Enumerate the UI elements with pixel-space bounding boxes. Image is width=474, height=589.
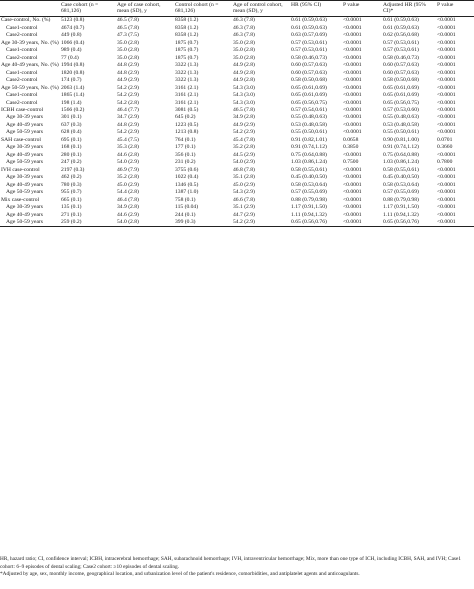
table-cell: 0.60 (0.57,0.63) — [291, 62, 327, 69]
header-cell: Case cohort (n = 681,126) — [61, 2, 99, 15]
table-cell: 0.0701 — [437, 136, 453, 143]
table-row — [0, 39, 474, 46]
table-cell: 0.91 (0.74,1.12) — [383, 144, 419, 151]
table-cell: 35.0 (2.8) — [117, 39, 139, 46]
table-cell: 0.58 (0.55,0.61) — [291, 166, 327, 173]
table-cell: <0.0001 — [437, 77, 456, 84]
table-cell: 0.58 (0.46,0.73) — [291, 54, 327, 61]
table-cell: 0.58 (0.55,0.61) — [383, 166, 419, 173]
table-cell: 35.0 (2.8) — [117, 54, 139, 61]
table-row — [0, 196, 474, 203]
table-cell: 0.61 (0.59,0.63) — [383, 24, 419, 31]
table-cell: <0.0001 — [343, 47, 362, 54]
table-cell: 259 (0.2) — [61, 219, 82, 226]
table-cell: 35.0 (2.8) — [117, 47, 139, 54]
table-cell: 0.57 (0.55,0.69) — [383, 189, 419, 196]
table-cell: 46.9 (7.9) — [117, 166, 139, 173]
row-label: Age 50-59 years, No. (%) — [1, 84, 59, 91]
table-cell: 955 (0.7) — [61, 189, 82, 196]
table-cell: 5123 (0.8) — [61, 17, 85, 24]
table-row — [0, 121, 474, 128]
table-cell: 0.88 (0.79,0.98) — [291, 196, 327, 203]
table-cell: 54.2 (2.9) — [117, 129, 139, 136]
table-cell: 45.0 (2.9) — [117, 181, 139, 188]
row-label: Case2-control — [6, 99, 38, 106]
table-cell: <0.0001 — [437, 174, 456, 181]
table-cell: 35.0 (2.8) — [233, 54, 255, 61]
table-row — [0, 76, 474, 83]
header-cell: Age of control cohort, mean (SD), y — [233, 2, 283, 15]
table-cell: 54.3 (3.0) — [233, 84, 255, 91]
table-cell: 449 (0.8) — [61, 32, 82, 39]
table-row — [0, 114, 474, 121]
table-cell: 3081 (0.5) — [175, 107, 199, 113]
table-cell: 54.2 (2.9) — [117, 84, 139, 91]
table-cell: 0.57 (0.53,0.61) — [291, 47, 327, 54]
table-cell: 0.60 (0.57,0.63) — [383, 62, 419, 69]
table-cell: <0.0001 — [343, 196, 362, 203]
table-cell: 8358 (1.2) — [175, 32, 199, 39]
table-cell: 1213 (0.8) — [175, 129, 199, 136]
table-cell: 3755 (0.6) — [175, 166, 199, 173]
table-cell: 46.4 (7.7) — [117, 107, 139, 113]
table-cell: 0.58 (0.50,0.68) — [383, 77, 419, 84]
table-cell: 46.6 (7.8) — [233, 196, 255, 203]
table-row — [0, 189, 474, 196]
table-cell: 0.58 (0.53,0.64) — [383, 181, 419, 188]
table-row — [0, 129, 474, 136]
table-header-row — [0, 1, 474, 17]
row-label: Case1-control — [6, 92, 38, 99]
table-cell: <0.0001 — [343, 62, 362, 69]
table-cell: 0.88 (0.79,0.98) — [383, 196, 419, 203]
row-label: SAH case-control — [1, 136, 41, 143]
row-label: Age 50-59 years — [6, 219, 43, 226]
row-label: Case1-control — [6, 69, 38, 76]
table-cell: 54.0 (2.9) — [233, 159, 255, 166]
table-cell: <0.0001 — [343, 92, 362, 99]
table-cell: 0.57 (0.55,0.69) — [291, 189, 327, 196]
table-cell: 45.4 (7.8) — [233, 136, 255, 143]
table-cell: <0.0001 — [437, 151, 456, 158]
table-cell: 1820 (0.8) — [61, 69, 85, 76]
table-cell: <0.0001 — [343, 32, 362, 39]
table-cell: <0.0001 — [437, 114, 456, 121]
table-cell: 0.91 (0.74,1.12) — [291, 144, 327, 151]
table-cell: 1875 (0.7) — [175, 47, 199, 54]
row-label: Age 40-49 years — [6, 211, 43, 218]
table-row — [0, 204, 474, 211]
table-row — [0, 54, 474, 61]
table-cell: <0.0001 — [437, 92, 456, 99]
table-cell: 0.75 (0.64,0.88) — [291, 151, 327, 158]
table-cell: <0.0001 — [437, 54, 456, 61]
table-cell: <0.0001 — [343, 39, 362, 46]
table-cell: <0.0001 — [343, 114, 362, 121]
table-cell: 3161 (2.1) — [175, 99, 199, 106]
table-cell: <0.0001 — [437, 211, 456, 218]
table-cell: 35.1 (2.8) — [233, 174, 255, 181]
table-cell: 758 (0.1) — [175, 196, 196, 203]
table-cell: 0.3850 — [343, 144, 359, 151]
table-cell: 1.17 (0.91,1.50) — [383, 204, 419, 211]
table-cell: 35.1 (2.9) — [233, 204, 255, 211]
table-cell: <0.0001 — [437, 107, 456, 113]
table-cell: 77 (0.4) — [61, 54, 79, 61]
header-cell — [0, 1, 60, 17]
table-cell: <0.0001 — [437, 99, 456, 106]
table-cell: 35.2 (2.8) — [233, 144, 255, 151]
row-label: Age 30-39 years — [6, 144, 43, 151]
table-cell: 301 (0.1) — [61, 114, 82, 121]
table-cell: 3161 (2.1) — [175, 92, 199, 99]
table-cell: <0.0001 — [343, 174, 362, 181]
table-cell: 1.11 (0.94,1.32) — [383, 211, 419, 218]
table-cell: 1066 (0.4) — [61, 39, 85, 46]
table-cell: 44.9 (2.9) — [233, 121, 255, 128]
table-cell: <0.0001 — [437, 189, 456, 196]
footnote-abbreviations: HR, hazard ratio; CI, confidence interval; ICBH, intracerebral hemorrhage; SAH, subarachnoid hemorrhage; IVH, intraventricular hemorrhage; Mix, more than one type of ICH, including ICBH, SAH, and IVH; Case1 cohort: 6–9 episodes of dental scaling; Case2 cohort: ≥10 episodes of dental scaling. — [0, 556, 461, 570]
table-cell: 0.65 (0.61,0.69) — [291, 92, 327, 99]
table-cell: <0.0001 — [343, 129, 362, 136]
table-cell: 0.60 (0.57,0.63) — [291, 69, 327, 76]
table-row — [0, 84, 474, 91]
table-cell: 231 (0.2) — [175, 159, 196, 166]
row-label: Case2-control — [6, 54, 38, 61]
table-cell: 1.17 (0.91,1.50) — [291, 204, 327, 211]
table-cell: 628 (0.4) — [61, 129, 82, 136]
table-cell: 0.62 (0.56,0.68) — [383, 32, 419, 39]
table-row — [0, 69, 474, 76]
row-label: Age 50-59 years — [6, 159, 43, 166]
table-cell: 0.57 (0.53,0.60) — [383, 107, 419, 113]
table-cell: 0.3660 — [437, 144, 453, 151]
table-cell: 34.9 (2.8) — [233, 114, 255, 121]
table-cell: 45.4 (7.5) — [117, 136, 139, 143]
table-cell: 46.3 (7.8) — [233, 17, 255, 24]
table-cell: 0.61 (0.59,0.63) — [291, 24, 327, 31]
table-cell: 46.4 (7.8) — [117, 196, 139, 203]
table-cell: 0.57 (0.53,0.61) — [383, 47, 419, 54]
table-cell: 46.5 (7.8) — [233, 107, 255, 113]
results-table-container — [0, 0, 474, 227]
table-cell: <0.0001 — [437, 166, 456, 173]
table-cell: 1875 (0.7) — [175, 39, 199, 46]
table-cell: 8358 (1.2) — [175, 17, 199, 24]
table-row — [0, 166, 474, 173]
table-cell: 0.65 (0.56,0.75) — [383, 99, 419, 106]
table-cell: 46.8 (7.8) — [233, 166, 255, 173]
table-cell: 0.55 (0.48,0.63) — [383, 114, 419, 121]
table-cell: <0.0001 — [437, 39, 456, 46]
table-cell: <0.0001 — [437, 121, 456, 128]
table-cell: 54.0 (2.8) — [117, 219, 139, 226]
table-cell: 135 (0.1) — [61, 204, 82, 211]
table-cell: 35.3 (2.8) — [117, 144, 139, 151]
table-cell: <0.0001 — [343, 204, 362, 211]
table-cell: 54.2 (2.8) — [117, 99, 139, 106]
table-row — [0, 151, 474, 158]
row-label: Age 40-49 years — [6, 121, 43, 128]
table-cell: 115 (0.04) — [175, 204, 199, 211]
table-row — [0, 219, 474, 227]
row-label: Case1-control — [6, 24, 38, 31]
table-cell: <0.0001 — [437, 69, 456, 76]
table-cell: 177 (0.1) — [175, 144, 196, 151]
table-cell: 280 (0.1) — [61, 151, 82, 158]
table-row — [0, 144, 474, 151]
table-cell: 34.7 (2.9) — [117, 114, 139, 121]
table-cell: 34.9 (2.8) — [117, 204, 139, 211]
table-cell: 0.61 (0.59,0.63) — [383, 17, 419, 24]
table-cell: 1994 (0.8) — [61, 62, 85, 69]
table-cell: 44.7 (2.9) — [233, 211, 255, 218]
table-cell: 0.0658 — [343, 136, 359, 143]
table-cell: 46.3 (7.8) — [233, 32, 255, 39]
table-row — [0, 32, 474, 39]
table-cell: 0.63 (0.57,0.69) — [291, 32, 327, 39]
table-cell: 54.4 (2.8) — [117, 189, 139, 196]
table-cell: 0.53 (0.48,0.58) — [383, 121, 419, 128]
row-label: Mix case-control — [1, 196, 40, 203]
table-cell: 665 (0.1) — [61, 196, 82, 203]
table-row — [0, 99, 474, 106]
table-cell: 44.8 (2.9) — [117, 62, 139, 69]
table-cell: 1.03 (0.86,1.24) — [383, 159, 419, 166]
table-cell: <0.0001 — [343, 151, 362, 158]
table-row — [0, 91, 474, 98]
table-footnotes — [0, 556, 472, 579]
table-cell: 0.65 (0.56,0.76) — [383, 219, 419, 226]
table-cell: <0.0001 — [437, 181, 456, 188]
table-cell: 1.11 (0.94,1.32) — [291, 211, 327, 218]
row-label: Age 50-59 years — [6, 189, 43, 196]
table-cell: 174 (0.7) — [61, 77, 82, 84]
table-cell: <0.0001 — [343, 54, 362, 61]
table-cell: 0.61 (0.59,0.63) — [291, 17, 327, 24]
table-cell: 2197 (0.3) — [61, 166, 85, 173]
row-label: Case2-control — [6, 77, 38, 84]
table-cell: 8358 (1.2) — [175, 24, 199, 31]
table-row — [0, 181, 474, 188]
table-body — [0, 16, 474, 227]
table-cell: 0.57 (0.54,0.61) — [291, 107, 327, 113]
table-cell: 0.53 (0.48,0.58) — [291, 121, 327, 128]
table-cell: 0.65 (0.56,0.75) — [291, 99, 327, 106]
table-cell: 46.5 (7.8) — [117, 24, 139, 31]
table-cell: <0.0001 — [343, 166, 362, 173]
table-cell: 0.65 (0.56,0.76) — [291, 219, 327, 226]
row-label: Case2-control — [6, 32, 38, 39]
table-cell: 0.57 (0.53,0.61) — [291, 39, 327, 46]
table-row — [0, 24, 474, 31]
table-cell: 1387 (1.0) — [175, 189, 199, 196]
table-cell: 271 (0.1) — [61, 211, 82, 218]
table-cell: 0.90 (0.81,1.00) — [383, 136, 419, 143]
table-cell: 0.58 (0.50,0.68) — [291, 77, 327, 84]
header-cell: Age of case cohort, mean (SD), y — [117, 2, 161, 15]
table-cell: <0.0001 — [437, 17, 456, 24]
row-label: Age 40-49 years — [6, 181, 43, 188]
table-cell: 0.65 (0.61,0.69) — [291, 84, 327, 91]
table-cell: 44.9 (2.8) — [233, 62, 255, 69]
table-cell: 54.3 (3.0) — [233, 92, 255, 99]
table-cell: <0.0001 — [437, 47, 456, 54]
row-label: Age 40-49 years, No. (%) — [1, 62, 59, 69]
table-row — [0, 211, 474, 218]
table-cell: <0.0001 — [437, 84, 456, 91]
table-cell: <0.0001 — [343, 84, 362, 91]
row-label: Age 50-59 years — [6, 129, 43, 136]
table-cell: <0.0001 — [343, 121, 362, 128]
table-cell: 35.0 (2.8) — [233, 39, 255, 46]
table-cell: 244 (0.1) — [175, 211, 196, 218]
table-cell: 44.9 (2.8) — [233, 77, 255, 84]
row-label: Age 30-39 years — [6, 114, 43, 121]
table-cell: 45.0 (2.9) — [233, 181, 255, 188]
table-cell: 1346 (0.5) — [175, 181, 199, 188]
table-cell: 3161 (2.1) — [175, 84, 199, 91]
table-row — [0, 174, 474, 181]
table-cell: 0.7800 — [437, 159, 453, 166]
table-cell: <0.0001 — [343, 17, 362, 24]
table-cell: 0.55 (0.50,0.61) — [291, 129, 327, 136]
table-cell: 989 (0.4) — [61, 47, 82, 54]
table-cell: 0.91 (0.82,1.01) — [291, 136, 327, 143]
table-cell: 0.7500 — [343, 159, 359, 166]
table-cell: 0.57 (0.53,0.61) — [383, 39, 419, 46]
table-cell: 46.3 (7.8) — [233, 24, 255, 31]
table-cell: 3322 (1.3) — [175, 77, 199, 84]
results-table — [0, 0, 474, 227]
table-cell: <0.0001 — [343, 69, 362, 76]
row-label: Age 30-39 years — [6, 204, 43, 211]
table-cell: 168 (0.1) — [61, 144, 82, 151]
table-cell: <0.0001 — [343, 107, 362, 113]
table-row — [0, 47, 474, 54]
table-cell: 47.3 (7.5) — [117, 32, 139, 39]
table-cell: <0.0001 — [437, 62, 456, 69]
table-cell: 54.3 (2.9) — [233, 189, 255, 196]
table-cell: <0.0001 — [437, 219, 456, 226]
table-cell: <0.0001 — [343, 189, 362, 196]
table-row — [0, 159, 474, 166]
table-cell: 1566 (0.2) — [61, 107, 85, 113]
table-cell: 1875 (0.7) — [175, 54, 199, 61]
table-cell: <0.0001 — [437, 204, 456, 211]
table-cell: <0.0001 — [343, 211, 362, 218]
table-cell: 54.2 (2.9) — [233, 129, 255, 136]
table-cell: 780 (0.3) — [61, 181, 82, 188]
table-row — [0, 106, 474, 113]
table-cell: 46.5 (7.8) — [117, 17, 139, 24]
table-cell: 44.6 (2.8) — [117, 151, 139, 158]
row-label: Case-control, No. (%) — [1, 17, 51, 24]
row-label: Age 40-49 years — [6, 151, 43, 158]
table-cell: 1.03 (0.86,1.24) — [291, 159, 327, 166]
table-cell: <0.0001 — [343, 24, 362, 31]
table-cell: <0.0001 — [343, 181, 362, 188]
table-cell: 4674 (0.7) — [61, 24, 85, 31]
table-cell: 0.45 (0.40,0.50) — [291, 174, 327, 181]
table-cell: 44.9 (2.9) — [117, 77, 139, 84]
table-row — [0, 136, 474, 143]
table-cell: 0.55 (0.50,0.61) — [383, 129, 419, 136]
table-cell: 0.58 (0.46,0.73) — [383, 54, 419, 61]
table-cell: 645 (0.2) — [175, 114, 196, 121]
table-cell: 3322 (1.3) — [175, 69, 199, 76]
table-cell: 637 (0.3) — [61, 121, 82, 128]
table-cell: 695 (0.1) — [61, 136, 82, 143]
row-label: Case1-control — [6, 47, 38, 54]
table-cell: <0.0001 — [343, 77, 362, 84]
table-cell: 3322 (1.3) — [175, 62, 199, 69]
table-cell: 44.6 (2.9) — [117, 211, 139, 218]
table-cell: 44.5 (2.9) — [233, 151, 255, 158]
table-cell: <0.0001 — [343, 219, 362, 226]
table-cell: 198 (1.4) — [61, 99, 82, 106]
table-cell: 462 (0.2) — [61, 174, 82, 181]
table-cell: <0.0001 — [437, 129, 456, 136]
header-cell: Adjusted HR (95% CI)* — [383, 2, 426, 15]
table-cell: 54.2 (2.9) — [233, 219, 255, 226]
table-cell: 0.58 (0.53,0.64) — [291, 181, 327, 188]
table-cell: 0.65 (0.61,0.69) — [383, 84, 419, 91]
table-cell: 44.8 (2.9) — [117, 69, 139, 76]
table-cell: 0.75 (0.64,0.88) — [383, 151, 419, 158]
table-row — [0, 62, 474, 69]
row-label: IVH case-control — [1, 166, 40, 173]
row-label: Age 30-39 years, No. (%) — [1, 39, 59, 46]
table-cell: 54.3 (3.0) — [233, 99, 255, 106]
table-cell: 0.45 (0.40,0.50) — [383, 174, 419, 181]
table-cell: 35.2 (2.8) — [117, 174, 139, 181]
table-cell: 399 (0.3) — [175, 219, 196, 226]
table-cell: 1022 (0.4) — [175, 174, 199, 181]
footnote-adjustment: *Adjusted by age, sex, monthly income, geographical location, and urbanization level of the patient's residence, comorbidities, and antiplatelet agents and anticoagulants. — [0, 571, 360, 578]
header-cell: HR (95% CI) — [291, 2, 322, 8]
table-cell: 44.9 (2.8) — [233, 69, 255, 76]
table-cell: <0.0001 — [437, 24, 456, 31]
table-cell: 0.55 (0.48,0.63) — [291, 114, 327, 121]
table-cell: 2063 (1.4) — [61, 84, 85, 91]
table-cell: 247 (0.2) — [61, 159, 82, 166]
header-cell: P value — [437, 2, 454, 8]
table-cell: <0.0001 — [343, 99, 362, 106]
table-cell: 35.0 (2.8) — [233, 47, 255, 54]
table-cell: 1865 (1.4) — [61, 92, 85, 99]
table-cell: 356 (0.1) — [175, 151, 196, 158]
table-cell: 54.2 (2.9) — [117, 92, 139, 99]
header-cell: P value — [343, 2, 360, 8]
table-cell: <0.0001 — [437, 196, 456, 203]
table-cell: 764 (0.1) — [175, 136, 196, 143]
table-row — [0, 16, 474, 24]
table-cell: 54.0 (2.9) — [117, 159, 139, 166]
table-cell: 1223 (0.5) — [175, 121, 199, 128]
row-label: Age 30-39 years — [6, 174, 43, 181]
header-cell: Control cohort (n = 681,126) — [175, 2, 219, 15]
row-label: ICBH case-control — [1, 107, 44, 113]
table-cell: <0.0001 — [437, 32, 456, 39]
table-cell: 44.8 (2.9) — [117, 121, 139, 128]
table-cell: 0.65 (0.61,0.69) — [383, 92, 419, 99]
table-cell: 0.60 (0.57,0.63) — [383, 69, 419, 76]
